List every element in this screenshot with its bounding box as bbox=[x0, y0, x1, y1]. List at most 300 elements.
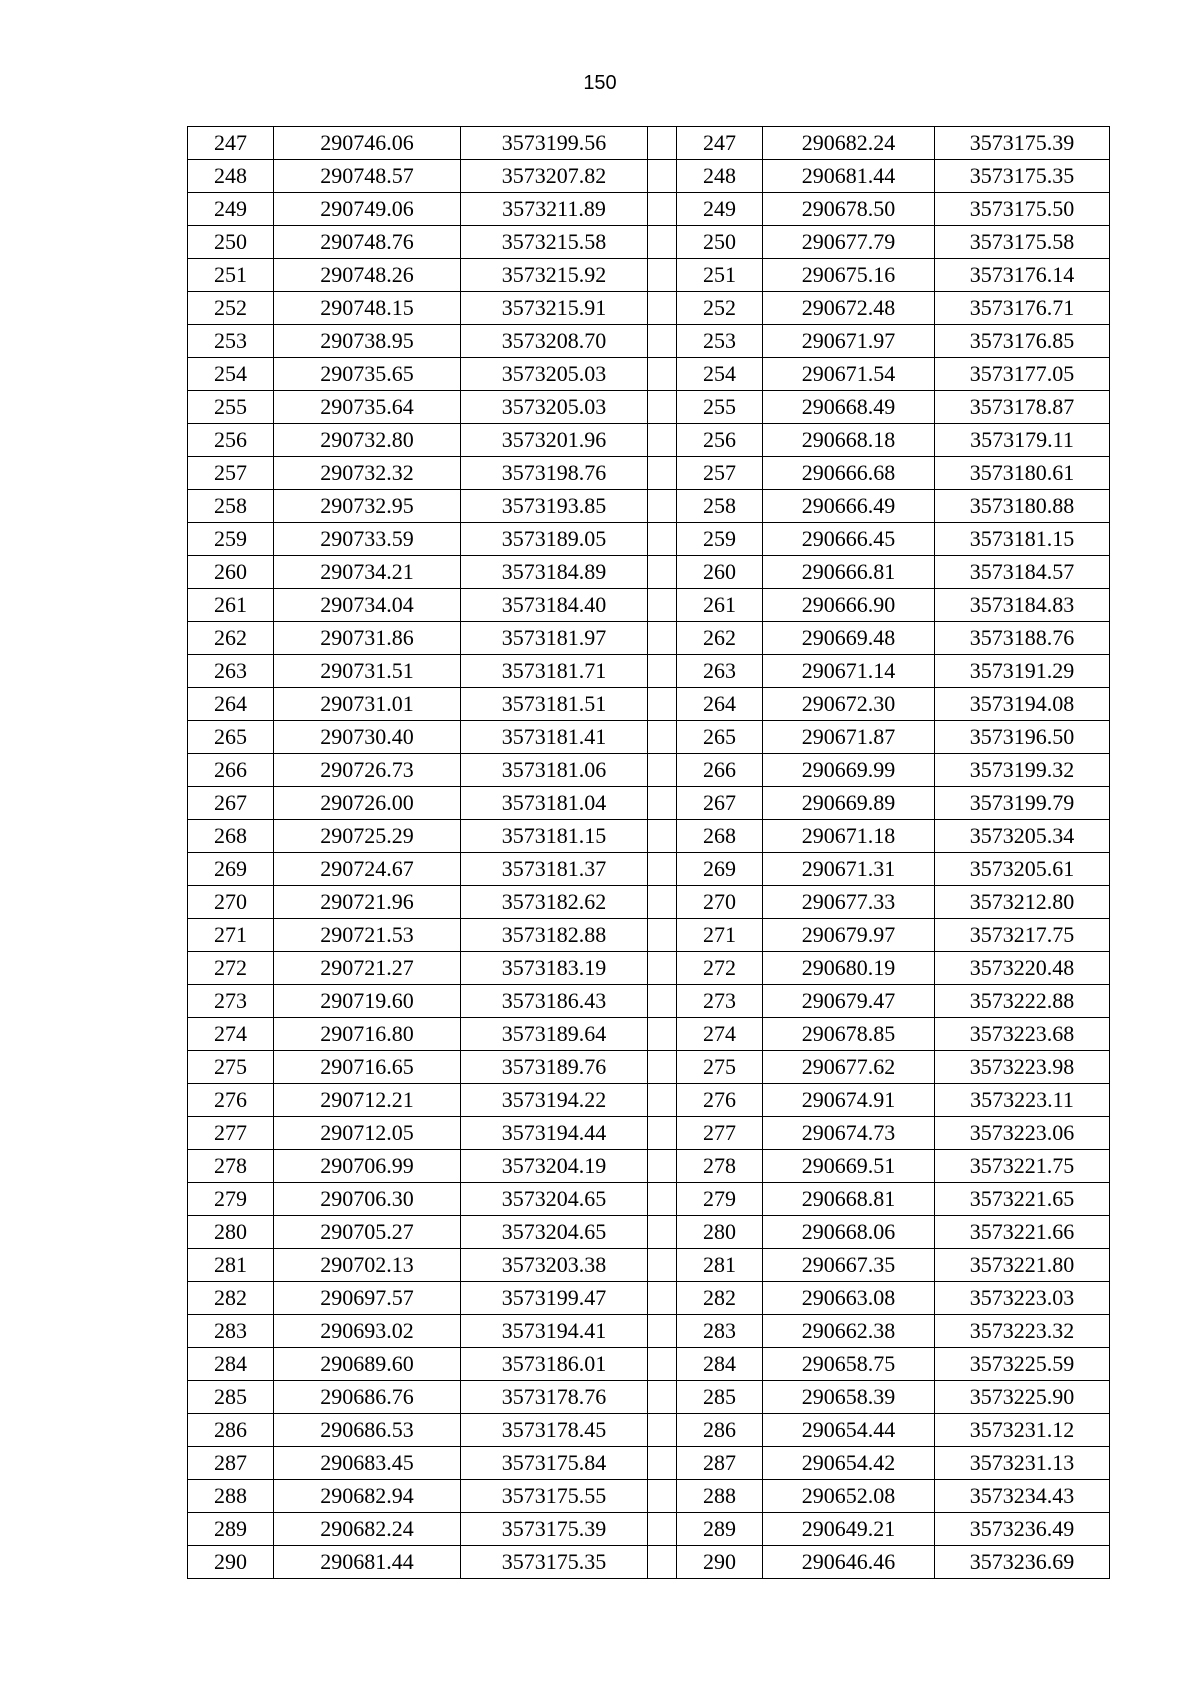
table-row bbox=[188, 1282, 1110, 1315]
spacer-cell bbox=[648, 622, 677, 655]
table-row bbox=[188, 1447, 1110, 1480]
table-row bbox=[188, 919, 1110, 952]
right-x-coordinate-cell: 290666.49 bbox=[763, 490, 935, 523]
spacer-cell bbox=[648, 688, 677, 721]
table-row bbox=[188, 1117, 1110, 1150]
right-point-number-cell: 283 bbox=[677, 1315, 763, 1348]
right-x-coordinate-cell: 290666.90 bbox=[763, 589, 935, 622]
right-y-coordinate-cell: 3573205.34 bbox=[935, 820, 1110, 853]
right-y-coordinate-cell: 3573223.06 bbox=[935, 1117, 1110, 1150]
right-point-number-cell: 280 bbox=[677, 1216, 763, 1249]
left-y-coordinate-cell: 3573178.76 bbox=[461, 1381, 648, 1414]
left-x-coordinate-cell: 290719.60 bbox=[274, 985, 461, 1018]
right-y-coordinate-cell: 3573236.49 bbox=[935, 1513, 1110, 1546]
spacer-cell bbox=[648, 952, 677, 985]
left-point-number-cell: 257 bbox=[188, 457, 274, 490]
right-x-coordinate-cell: 290669.99 bbox=[763, 754, 935, 787]
table-row bbox=[188, 1150, 1110, 1183]
left-y-coordinate-cell: 3573182.62 bbox=[461, 886, 648, 919]
left-point-number-cell: 285 bbox=[188, 1381, 274, 1414]
right-y-coordinate-cell: 3573188.76 bbox=[935, 622, 1110, 655]
right-x-coordinate-cell: 290682.24 bbox=[763, 127, 935, 160]
right-y-coordinate-cell: 3573220.48 bbox=[935, 952, 1110, 985]
left-x-coordinate-cell: 290706.99 bbox=[274, 1150, 461, 1183]
table-row bbox=[188, 424, 1110, 457]
left-x-coordinate-cell: 290697.57 bbox=[274, 1282, 461, 1315]
left-point-number-cell: 276 bbox=[188, 1084, 274, 1117]
left-x-coordinate-cell: 290686.53 bbox=[274, 1414, 461, 1447]
left-y-coordinate-cell: 3573189.05 bbox=[461, 523, 648, 556]
right-y-coordinate-cell: 3573223.68 bbox=[935, 1018, 1110, 1051]
left-x-coordinate-cell: 290748.26 bbox=[274, 259, 461, 292]
right-point-number-cell: 277 bbox=[677, 1117, 763, 1150]
right-point-number-cell: 286 bbox=[677, 1414, 763, 1447]
table-row bbox=[188, 193, 1110, 226]
right-point-number-cell: 256 bbox=[677, 424, 763, 457]
table-body bbox=[188, 127, 1110, 1579]
spacer-cell bbox=[648, 787, 677, 820]
right-point-number-cell: 275 bbox=[677, 1051, 763, 1084]
table-row bbox=[188, 1546, 1110, 1579]
spacer-cell bbox=[648, 985, 677, 1018]
spacer-cell bbox=[648, 886, 677, 919]
right-point-number-cell: 289 bbox=[677, 1513, 763, 1546]
right-x-coordinate-cell: 290669.51 bbox=[763, 1150, 935, 1183]
right-x-coordinate-cell: 290672.30 bbox=[763, 688, 935, 721]
left-y-coordinate-cell: 3573182.88 bbox=[461, 919, 648, 952]
right-point-number-cell: 278 bbox=[677, 1150, 763, 1183]
right-x-coordinate-cell: 290679.47 bbox=[763, 985, 935, 1018]
left-y-coordinate-cell: 3573215.58 bbox=[461, 226, 648, 259]
right-y-coordinate-cell: 3573221.65 bbox=[935, 1183, 1110, 1216]
table-row bbox=[188, 325, 1110, 358]
left-x-coordinate-cell: 290731.86 bbox=[274, 622, 461, 655]
left-x-coordinate-cell: 290681.44 bbox=[274, 1546, 461, 1579]
right-x-coordinate-cell: 290668.06 bbox=[763, 1216, 935, 1249]
right-y-coordinate-cell: 3573222.88 bbox=[935, 985, 1110, 1018]
right-point-number-cell: 252 bbox=[677, 292, 763, 325]
table-row bbox=[188, 589, 1110, 622]
left-x-coordinate-cell: 290721.96 bbox=[274, 886, 461, 919]
right-x-coordinate-cell: 290677.62 bbox=[763, 1051, 935, 1084]
table-row bbox=[188, 754, 1110, 787]
left-point-number-cell: 286 bbox=[188, 1414, 274, 1447]
right-y-coordinate-cell: 3573181.15 bbox=[935, 523, 1110, 556]
left-x-coordinate-cell: 290682.24 bbox=[274, 1513, 461, 1546]
right-x-coordinate-cell: 290668.49 bbox=[763, 391, 935, 424]
spacer-cell bbox=[648, 1150, 677, 1183]
spacer-cell bbox=[648, 1018, 677, 1051]
left-x-coordinate-cell: 290716.80 bbox=[274, 1018, 461, 1051]
left-point-number-cell: 284 bbox=[188, 1348, 274, 1381]
table-row bbox=[188, 622, 1110, 655]
right-x-coordinate-cell: 290666.81 bbox=[763, 556, 935, 589]
table-row bbox=[188, 1480, 1110, 1513]
left-y-coordinate-cell: 3573184.89 bbox=[461, 556, 648, 589]
right-x-coordinate-cell: 290671.87 bbox=[763, 721, 935, 754]
left-x-coordinate-cell: 290712.21 bbox=[274, 1084, 461, 1117]
right-y-coordinate-cell: 3573212.80 bbox=[935, 886, 1110, 919]
spacer-cell bbox=[648, 1414, 677, 1447]
right-x-coordinate-cell: 290654.42 bbox=[763, 1447, 935, 1480]
left-y-coordinate-cell: 3573205.03 bbox=[461, 358, 648, 391]
spacer-cell bbox=[648, 1546, 677, 1579]
right-x-coordinate-cell: 290674.73 bbox=[763, 1117, 935, 1150]
left-x-coordinate-cell: 290731.01 bbox=[274, 688, 461, 721]
left-point-number-cell: 271 bbox=[188, 919, 274, 952]
right-point-number-cell: 285 bbox=[677, 1381, 763, 1414]
left-y-coordinate-cell: 3573184.40 bbox=[461, 589, 648, 622]
right-x-coordinate-cell: 290678.85 bbox=[763, 1018, 935, 1051]
left-point-number-cell: 281 bbox=[188, 1249, 274, 1282]
right-x-coordinate-cell: 290654.44 bbox=[763, 1414, 935, 1447]
right-y-coordinate-cell: 3573196.50 bbox=[935, 721, 1110, 754]
left-point-number-cell: 247 bbox=[188, 127, 274, 160]
left-y-coordinate-cell: 3573189.64 bbox=[461, 1018, 648, 1051]
right-x-coordinate-cell: 290671.14 bbox=[763, 655, 935, 688]
left-x-coordinate-cell: 290738.95 bbox=[274, 325, 461, 358]
left-point-number-cell: 251 bbox=[188, 259, 274, 292]
right-point-number-cell: 282 bbox=[677, 1282, 763, 1315]
left-point-number-cell: 277 bbox=[188, 1117, 274, 1150]
left-point-number-cell: 256 bbox=[188, 424, 274, 457]
left-y-coordinate-cell: 3573189.76 bbox=[461, 1051, 648, 1084]
spacer-cell bbox=[648, 919, 677, 952]
right-point-number-cell: 254 bbox=[677, 358, 763, 391]
spacer-cell bbox=[648, 1117, 677, 1150]
spacer-cell bbox=[648, 1447, 677, 1480]
table-row bbox=[188, 523, 1110, 556]
table-row bbox=[188, 160, 1110, 193]
right-point-number-cell: 268 bbox=[677, 820, 763, 853]
right-x-coordinate-cell: 290675.16 bbox=[763, 259, 935, 292]
right-point-number-cell: 262 bbox=[677, 622, 763, 655]
right-y-coordinate-cell: 3573231.12 bbox=[935, 1414, 1110, 1447]
right-y-coordinate-cell: 3573223.32 bbox=[935, 1315, 1110, 1348]
spacer-cell bbox=[648, 1084, 677, 1117]
left-point-number-cell: 279 bbox=[188, 1183, 274, 1216]
left-x-coordinate-cell: 290706.30 bbox=[274, 1183, 461, 1216]
table-row bbox=[188, 688, 1110, 721]
left-point-number-cell: 255 bbox=[188, 391, 274, 424]
left-x-coordinate-cell: 290732.80 bbox=[274, 424, 461, 457]
spacer-cell bbox=[648, 1381, 677, 1414]
left-point-number-cell: 262 bbox=[188, 622, 274, 655]
left-x-coordinate-cell: 290748.15 bbox=[274, 292, 461, 325]
right-point-number-cell: 269 bbox=[677, 853, 763, 886]
left-x-coordinate-cell: 290702.13 bbox=[274, 1249, 461, 1282]
left-y-coordinate-cell: 3573175.35 bbox=[461, 1546, 648, 1579]
right-y-coordinate-cell: 3573205.61 bbox=[935, 853, 1110, 886]
left-point-number-cell: 250 bbox=[188, 226, 274, 259]
right-point-number-cell: 288 bbox=[677, 1480, 763, 1513]
right-point-number-cell: 281 bbox=[677, 1249, 763, 1282]
left-point-number-cell: 253 bbox=[188, 325, 274, 358]
left-point-number-cell: 274 bbox=[188, 1018, 274, 1051]
left-point-number-cell: 254 bbox=[188, 358, 274, 391]
table-row bbox=[188, 457, 1110, 490]
left-point-number-cell: 265 bbox=[188, 721, 274, 754]
left-y-coordinate-cell: 3573204.19 bbox=[461, 1150, 648, 1183]
left-point-number-cell: 270 bbox=[188, 886, 274, 919]
right-x-coordinate-cell: 290668.18 bbox=[763, 424, 935, 457]
left-x-coordinate-cell: 290689.60 bbox=[274, 1348, 461, 1381]
left-x-coordinate-cell: 290683.45 bbox=[274, 1447, 461, 1480]
table-row bbox=[188, 1018, 1110, 1051]
table-row bbox=[188, 1315, 1110, 1348]
left-y-coordinate-cell: 3573199.47 bbox=[461, 1282, 648, 1315]
table-row bbox=[188, 820, 1110, 853]
left-point-number-cell: 268 bbox=[188, 820, 274, 853]
left-y-coordinate-cell: 3573207.82 bbox=[461, 160, 648, 193]
spacer-cell bbox=[648, 1051, 677, 1084]
right-point-number-cell: 258 bbox=[677, 490, 763, 523]
right-point-number-cell: 250 bbox=[677, 226, 763, 259]
left-y-coordinate-cell: 3573183.19 bbox=[461, 952, 648, 985]
right-y-coordinate-cell: 3573175.35 bbox=[935, 160, 1110, 193]
right-x-coordinate-cell: 290668.81 bbox=[763, 1183, 935, 1216]
right-point-number-cell: 260 bbox=[677, 556, 763, 589]
right-y-coordinate-cell: 3573184.57 bbox=[935, 556, 1110, 589]
right-point-number-cell: 257 bbox=[677, 457, 763, 490]
table-row bbox=[188, 655, 1110, 688]
spacer-cell bbox=[648, 325, 677, 358]
table-row bbox=[188, 1348, 1110, 1381]
right-y-coordinate-cell: 3573223.11 bbox=[935, 1084, 1110, 1117]
spacer-cell bbox=[648, 589, 677, 622]
left-y-coordinate-cell: 3573186.43 bbox=[461, 985, 648, 1018]
left-point-number-cell: 288 bbox=[188, 1480, 274, 1513]
left-y-coordinate-cell: 3573194.41 bbox=[461, 1315, 648, 1348]
right-x-coordinate-cell: 290667.35 bbox=[763, 1249, 935, 1282]
left-point-number-cell: 263 bbox=[188, 655, 274, 688]
right-point-number-cell: 272 bbox=[677, 952, 763, 985]
right-y-coordinate-cell: 3573221.66 bbox=[935, 1216, 1110, 1249]
left-x-coordinate-cell: 290733.59 bbox=[274, 523, 461, 556]
table-row bbox=[188, 1381, 1110, 1414]
spacer-cell bbox=[648, 1315, 677, 1348]
right-point-number-cell: 273 bbox=[677, 985, 763, 1018]
right-x-coordinate-cell: 290658.39 bbox=[763, 1381, 935, 1414]
left-x-coordinate-cell: 290731.51 bbox=[274, 655, 461, 688]
left-x-coordinate-cell: 290712.05 bbox=[274, 1117, 461, 1150]
table-row bbox=[188, 1216, 1110, 1249]
right-y-coordinate-cell: 3573176.85 bbox=[935, 325, 1110, 358]
left-point-number-cell: 273 bbox=[188, 985, 274, 1018]
spacer-cell bbox=[648, 127, 677, 160]
left-x-coordinate-cell: 290735.64 bbox=[274, 391, 461, 424]
left-point-number-cell: 258 bbox=[188, 490, 274, 523]
left-y-coordinate-cell: 3573193.85 bbox=[461, 490, 648, 523]
right-y-coordinate-cell: 3573221.80 bbox=[935, 1249, 1110, 1282]
right-y-coordinate-cell: 3573180.61 bbox=[935, 457, 1110, 490]
right-y-coordinate-cell: 3573184.83 bbox=[935, 589, 1110, 622]
spacer-cell bbox=[648, 556, 677, 589]
spacer-cell bbox=[648, 391, 677, 424]
right-y-coordinate-cell: 3573178.87 bbox=[935, 391, 1110, 424]
table-row bbox=[188, 853, 1110, 886]
left-x-coordinate-cell: 290693.02 bbox=[274, 1315, 461, 1348]
spacer-cell bbox=[648, 259, 677, 292]
right-point-number-cell: 284 bbox=[677, 1348, 763, 1381]
left-point-number-cell: 249 bbox=[188, 193, 274, 226]
right-point-number-cell: 261 bbox=[677, 589, 763, 622]
left-point-number-cell: 280 bbox=[188, 1216, 274, 1249]
spacer-cell bbox=[648, 1216, 677, 1249]
left-y-coordinate-cell: 3573178.45 bbox=[461, 1414, 648, 1447]
spacer-cell bbox=[648, 1348, 677, 1381]
spacer-cell bbox=[648, 721, 677, 754]
right-y-coordinate-cell: 3573234.43 bbox=[935, 1480, 1110, 1513]
left-point-number-cell: 267 bbox=[188, 787, 274, 820]
page-number: 150 bbox=[583, 72, 617, 94]
left-x-coordinate-cell: 290748.57 bbox=[274, 160, 461, 193]
left-y-coordinate-cell: 3573181.97 bbox=[461, 622, 648, 655]
spacer-cell bbox=[648, 292, 677, 325]
left-y-coordinate-cell: 3573211.89 bbox=[461, 193, 648, 226]
left-x-coordinate-cell: 290686.76 bbox=[274, 1381, 461, 1414]
left-x-coordinate-cell: 290725.29 bbox=[274, 820, 461, 853]
left-point-number-cell: 289 bbox=[188, 1513, 274, 1546]
left-x-coordinate-cell: 290734.04 bbox=[274, 589, 461, 622]
table-row bbox=[188, 358, 1110, 391]
right-y-coordinate-cell: 3573236.69 bbox=[935, 1546, 1110, 1579]
right-point-number-cell: 274 bbox=[677, 1018, 763, 1051]
right-x-coordinate-cell: 290671.54 bbox=[763, 358, 935, 391]
table-row bbox=[188, 292, 1110, 325]
right-x-coordinate-cell: 290652.08 bbox=[763, 1480, 935, 1513]
spacer-cell bbox=[648, 490, 677, 523]
right-x-coordinate-cell: 290671.18 bbox=[763, 820, 935, 853]
right-point-number-cell: 255 bbox=[677, 391, 763, 424]
table-row bbox=[188, 721, 1110, 754]
right-point-number-cell: 271 bbox=[677, 919, 763, 952]
left-point-number-cell: 275 bbox=[188, 1051, 274, 1084]
right-y-coordinate-cell: 3573191.29 bbox=[935, 655, 1110, 688]
left-y-coordinate-cell: 3573194.22 bbox=[461, 1084, 648, 1117]
right-y-coordinate-cell: 3573180.88 bbox=[935, 490, 1110, 523]
right-x-coordinate-cell: 290658.75 bbox=[763, 1348, 935, 1381]
left-x-coordinate-cell: 290746.06 bbox=[274, 127, 461, 160]
right-y-coordinate-cell: 3573225.59 bbox=[935, 1348, 1110, 1381]
right-x-coordinate-cell: 290677.33 bbox=[763, 886, 935, 919]
left-y-coordinate-cell: 3573175.84 bbox=[461, 1447, 648, 1480]
spacer-cell bbox=[648, 457, 677, 490]
left-y-coordinate-cell: 3573203.38 bbox=[461, 1249, 648, 1282]
right-point-number-cell: 251 bbox=[677, 259, 763, 292]
left-point-number-cell: 259 bbox=[188, 523, 274, 556]
right-point-number-cell: 265 bbox=[677, 721, 763, 754]
right-point-number-cell: 267 bbox=[677, 787, 763, 820]
right-y-coordinate-cell: 3573175.50 bbox=[935, 193, 1110, 226]
right-point-number-cell: 279 bbox=[677, 1183, 763, 1216]
left-point-number-cell: 287 bbox=[188, 1447, 274, 1480]
table-row bbox=[188, 787, 1110, 820]
left-x-coordinate-cell: 290730.40 bbox=[274, 721, 461, 754]
coordinates-table bbox=[187, 126, 1110, 1579]
right-x-coordinate-cell: 290671.97 bbox=[763, 325, 935, 358]
right-point-number-cell: 287 bbox=[677, 1447, 763, 1480]
right-point-number-cell: 276 bbox=[677, 1084, 763, 1117]
left-y-coordinate-cell: 3573181.51 bbox=[461, 688, 648, 721]
right-point-number-cell: 248 bbox=[677, 160, 763, 193]
left-point-number-cell: 266 bbox=[188, 754, 274, 787]
right-x-coordinate-cell: 290671.31 bbox=[763, 853, 935, 886]
left-point-number-cell: 261 bbox=[188, 589, 274, 622]
right-point-number-cell: 264 bbox=[677, 688, 763, 721]
right-y-coordinate-cell: 3573176.71 bbox=[935, 292, 1110, 325]
table-row bbox=[188, 952, 1110, 985]
table-row bbox=[188, 391, 1110, 424]
left-x-coordinate-cell: 290721.27 bbox=[274, 952, 461, 985]
spacer-cell bbox=[648, 1480, 677, 1513]
left-point-number-cell: 272 bbox=[188, 952, 274, 985]
spacer-cell bbox=[648, 226, 677, 259]
left-y-coordinate-cell: 3573175.55 bbox=[461, 1480, 648, 1513]
left-y-coordinate-cell: 3573201.96 bbox=[461, 424, 648, 457]
right-x-coordinate-cell: 290666.45 bbox=[763, 523, 935, 556]
right-point-number-cell: 290 bbox=[677, 1546, 763, 1579]
left-point-number-cell: 260 bbox=[188, 556, 274, 589]
right-y-coordinate-cell: 3573223.98 bbox=[935, 1051, 1110, 1084]
left-point-number-cell: 269 bbox=[188, 853, 274, 886]
left-y-coordinate-cell: 3573204.65 bbox=[461, 1216, 648, 1249]
right-x-coordinate-cell: 290678.50 bbox=[763, 193, 935, 226]
table-row bbox=[188, 259, 1110, 292]
left-y-coordinate-cell: 3573215.92 bbox=[461, 259, 648, 292]
spacer-cell bbox=[648, 523, 677, 556]
right-y-coordinate-cell: 3573194.08 bbox=[935, 688, 1110, 721]
right-y-coordinate-cell: 3573176.14 bbox=[935, 259, 1110, 292]
left-point-number-cell: 278 bbox=[188, 1150, 274, 1183]
spacer-cell bbox=[648, 358, 677, 391]
right-y-coordinate-cell: 3573199.79 bbox=[935, 787, 1110, 820]
table-row bbox=[188, 490, 1110, 523]
spacer-cell bbox=[648, 1183, 677, 1216]
right-point-number-cell: 249 bbox=[677, 193, 763, 226]
left-y-coordinate-cell: 3573198.76 bbox=[461, 457, 648, 490]
table-row bbox=[188, 1513, 1110, 1546]
left-x-coordinate-cell: 290732.32 bbox=[274, 457, 461, 490]
left-point-number-cell: 248 bbox=[188, 160, 274, 193]
spacer-cell bbox=[648, 754, 677, 787]
left-point-number-cell: 290 bbox=[188, 1546, 274, 1579]
left-y-coordinate-cell: 3573181.04 bbox=[461, 787, 648, 820]
left-y-coordinate-cell: 3573181.71 bbox=[461, 655, 648, 688]
right-y-coordinate-cell: 3573221.75 bbox=[935, 1150, 1110, 1183]
left-y-coordinate-cell: 3573181.37 bbox=[461, 853, 648, 886]
table-row bbox=[188, 1183, 1110, 1216]
right-x-coordinate-cell: 290666.68 bbox=[763, 457, 935, 490]
left-x-coordinate-cell: 290721.53 bbox=[274, 919, 461, 952]
left-x-coordinate-cell: 290748.76 bbox=[274, 226, 461, 259]
right-y-coordinate-cell: 3573175.58 bbox=[935, 226, 1110, 259]
table-row bbox=[188, 1051, 1110, 1084]
table-row bbox=[188, 1249, 1110, 1282]
right-x-coordinate-cell: 290662.38 bbox=[763, 1315, 935, 1348]
table-row bbox=[188, 1414, 1110, 1447]
left-y-coordinate-cell: 3573181.41 bbox=[461, 721, 648, 754]
right-x-coordinate-cell: 290674.91 bbox=[763, 1084, 935, 1117]
right-point-number-cell: 259 bbox=[677, 523, 763, 556]
left-x-coordinate-cell: 290726.73 bbox=[274, 754, 461, 787]
spacer-cell bbox=[648, 820, 677, 853]
right-y-coordinate-cell: 3573223.03 bbox=[935, 1282, 1110, 1315]
right-x-coordinate-cell: 290677.79 bbox=[763, 226, 935, 259]
right-y-coordinate-cell: 3573199.32 bbox=[935, 754, 1110, 787]
right-point-number-cell: 247 bbox=[677, 127, 763, 160]
left-y-coordinate-cell: 3573215.91 bbox=[461, 292, 648, 325]
